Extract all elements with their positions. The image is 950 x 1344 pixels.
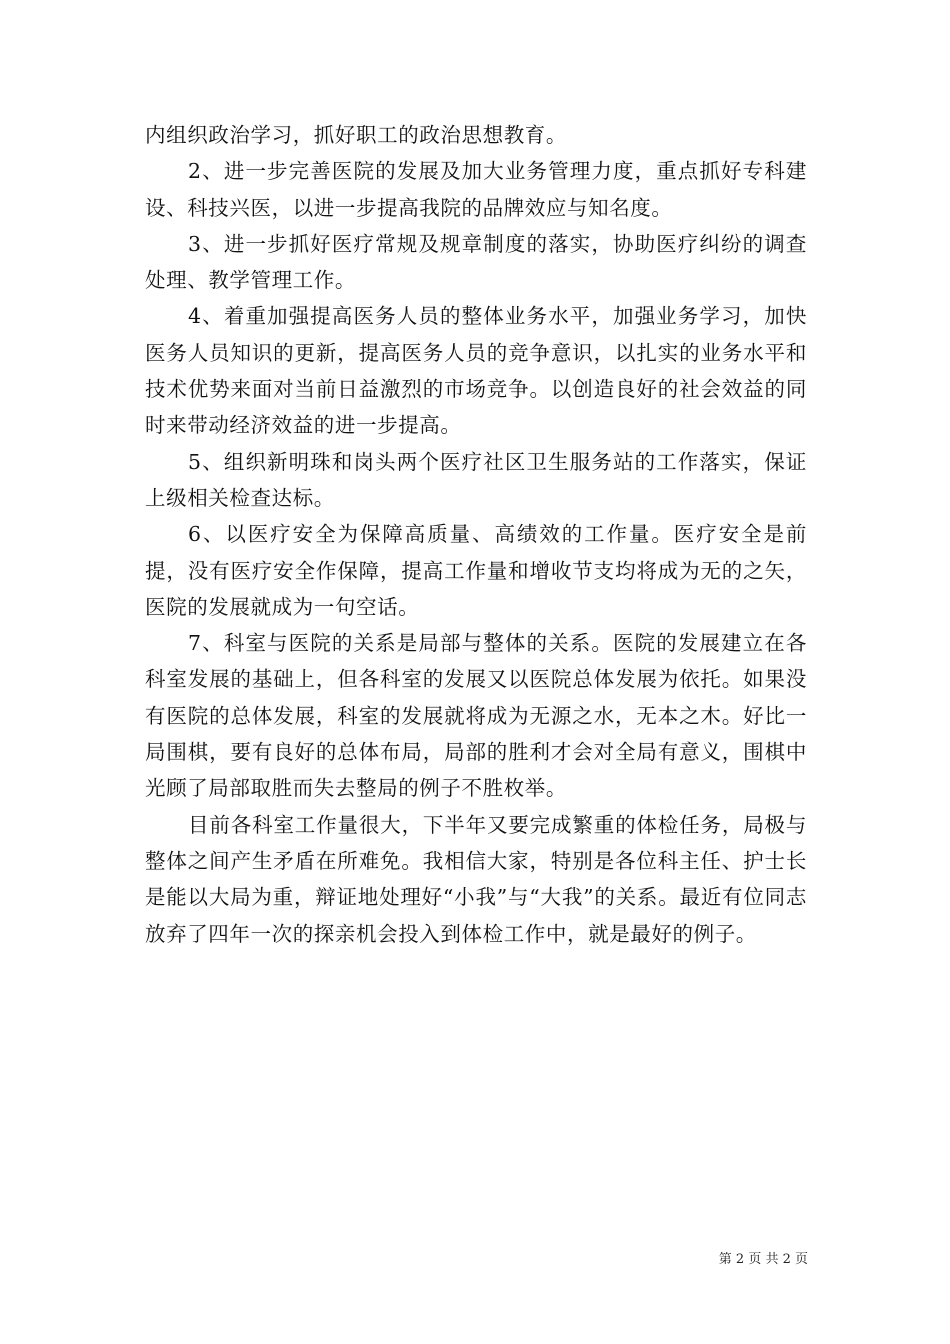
document-body — [145, 117, 807, 952]
paragraph-3: 3、进一步抓好医疗常规及规章制度的落实，协助医疗纠纷的调查处理、教学管理工作。 — [145, 231, 807, 293]
paragraph-6: 6、以医疗安全为保障高质量、高绩效的工作量。医疗安全是前提，没有医疗安全作保障，提高工作量和增收节支均将成为无的之矢，医院的发展就成为一句空话。 — [145, 522, 807, 619]
paragraph-5: 5、组织新明珠和岗头两个医疗社区卫生服务站的工作落实，保证上级相关检查达标。 — [145, 449, 807, 510]
paragraph-7: 7、科室与医院的关系是局部与整体的关系。医院的发展建立在各科室发展的基础上，但各科室的发展又以医院总体发展为依托。如果没有医院的总体发展，科室的发展就将成为无源之水，无本之木。好比一局围棋，要有良好的总体布局，局部的胜利才会对全局有意义，围棋中光顾了局部取胜而失去整局的例子不胜枚举。 — [145, 631, 807, 801]
paragraph-4: 4、着重加强提高医务人员的整体业务水平，加强业务学习，加快医务人员知识的更新，提高医务人员的竞争意识，以扎实的业务水平和技术优势来面对当前日益激烈的市场竞争。以创造良好的社会效益的同时来带动经济效益的进一步提高。 — [145, 304, 807, 438]
paragraph-2: 2、进一步完善医院的发展及加大业务管理力度，重点抓好专科建设、科技兴医，以进一步提高我院的品牌效应与知名度。 — [145, 159, 807, 220]
paragraph-8: 目前各科室工作量很大，下半年又要完成繁重的体检任务，局极与整体之间产生矛盾在所难免。我相信大家，特别是各位科主任、护士长是能以大局为重，辩证地处理好“小我”与“大我”的关系。最近有位同志放弃了四年一次的探亲机会投入到体检工作中，就是最好的例子。 — [145, 812, 807, 946]
page-number-footer: 第 2 页 共 2 页 — [718, 1252, 808, 1267]
paragraph-1: 内组织政治学习，抓好职工的政治思想教育。 — [145, 123, 567, 147]
